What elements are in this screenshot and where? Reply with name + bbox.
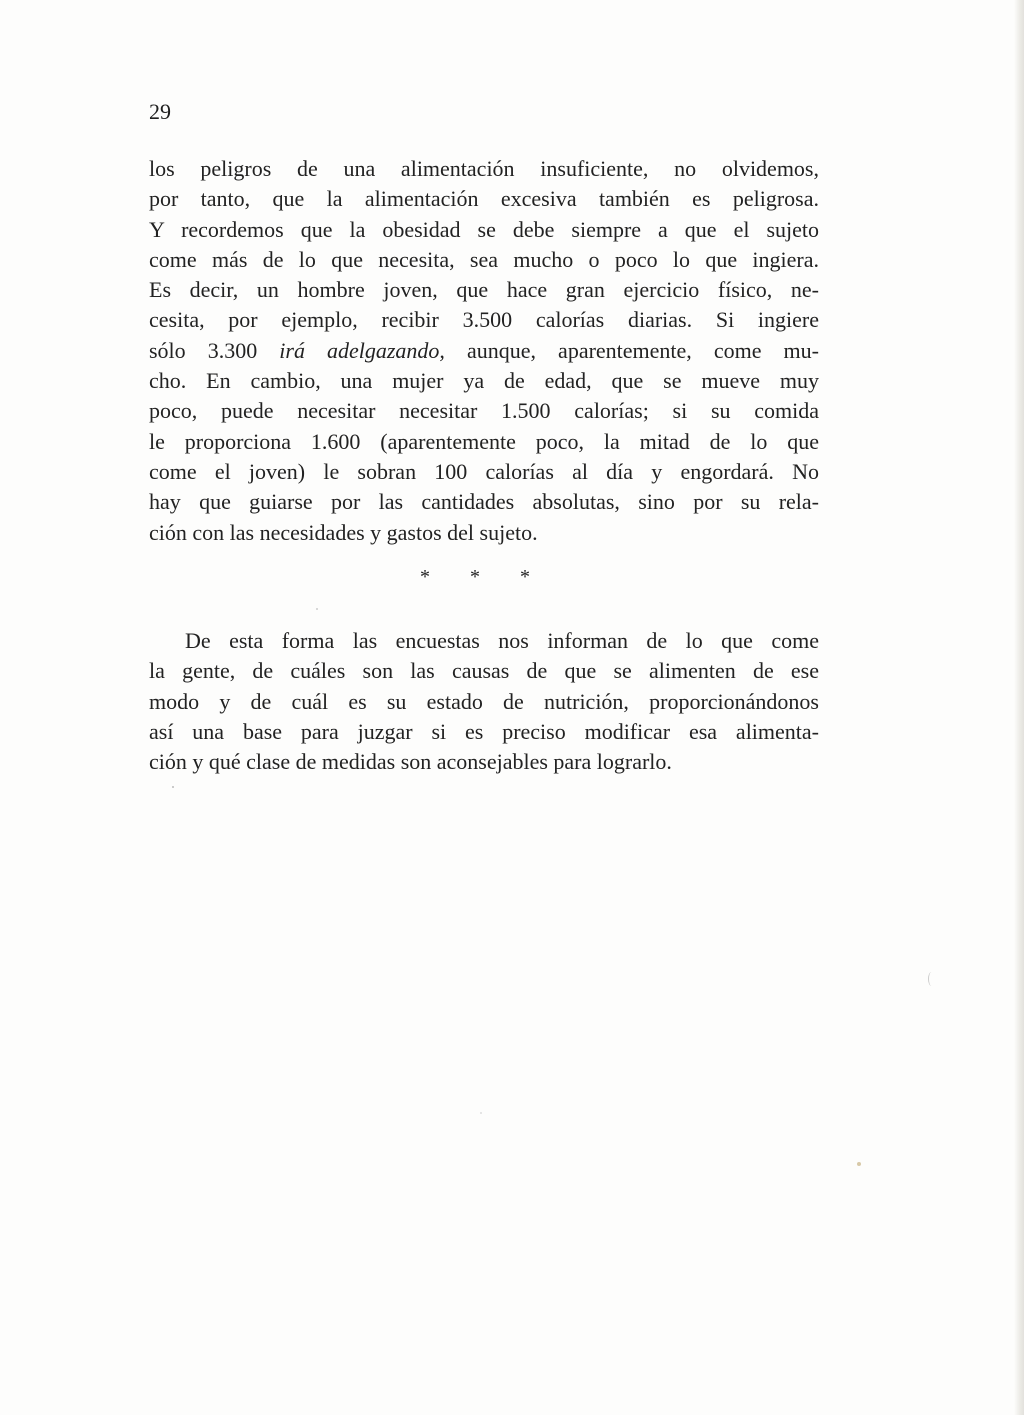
page-edge-shadow [1014,0,1024,1415]
text-line: la gente, de cuáles son las causas de que se alimenten de ese [149,658,819,684]
text-line: De esta forma las encuestas nos informan de lo que come [185,628,819,653]
text-run: sólo 3.300 [149,337,280,363]
text-line: hay que guiarse por las cantidades absolutas, sino por su rela- [149,489,819,515]
text-line: Es decir, un hombre joven, que hace gran ejercicio físico, ne- [149,277,819,303]
paper-speck [172,786,174,788]
paper-speck [857,1162,861,1166]
text-line: ción y qué clase de medidas son aconsejables para lograrlo. [149,749,672,775]
text-line: come más de lo que necesita, sea mucho o poco lo que ingiera. [149,246,819,272]
text-line: por tanto, que la alimentación excesiva también es peligrosa. [149,186,819,212]
text-line: ción con las necesidades y gastos del sujeto. [149,519,538,545]
text-line: cesita, por ejemplo, recibir 3.500 calorías diarias. Si ingiere [149,307,819,333]
paragraph-surveys [149,626,819,777]
paper-speck [928,972,935,986]
text-line: así una base para juzgar si es preciso modificar esa alimenta- [149,718,819,744]
text-line-with-italic [149,336,819,366]
paper-speck [316,608,318,610]
text-line: cho. En cambio, una mujer ya de edad, que se mueve muy [149,368,819,394]
text-line: poco, puede necesitar necesitar 1.500 calorías; si su comida [149,398,819,424]
asterisk: * [420,566,430,588]
paper-speck [480,1112,482,1114]
text-line: los peligros de una alimentación insuficiente, no olvidemos, [149,156,819,181]
text-run: aunque, aparentemente, come mu- [444,337,819,363]
section-separator [420,566,530,589]
text-line: Y recordemos que la obesidad se debe siempre a que el sujeto [149,216,819,242]
paragraph-obesity [149,154,819,548]
italic-phrase: irá adelgazando, [279,337,445,363]
text-line: come el joven) le sobran 100 calorías al día y engordará. No [149,458,819,484]
text-line: le proporciona 1.600 (aparentemente poco, la mitad de lo que [149,428,819,454]
asterisk: * [470,566,480,588]
page-number: 29 [149,99,171,124]
asterisk: * [520,566,530,588]
text-line: modo y de cuál es su estado de nutrición, proporcionándonos [149,688,819,714]
